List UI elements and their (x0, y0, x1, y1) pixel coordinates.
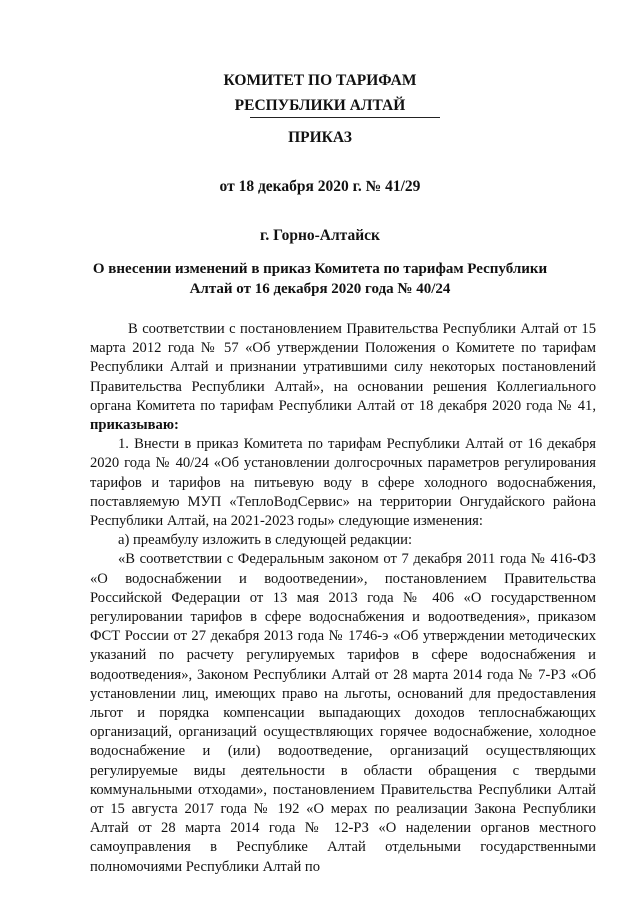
doc-type: ПРИКАЗ (288, 129, 352, 146)
doc-title-line2: Алтай от 16 декабря 2020 года № 40/24 (189, 281, 451, 297)
new-preamble-paragraph: «В соответствии с Федеральным законом от 7 декабря 2011 года № 416-ФЗ «О водоснабжении и водоотведении», постановлением Правительства Российской Федерации от 13 мая 2013 года № 406 «О государственном регулировании тарифов в сфере водоснабжения и водоотведения», приказом ФСТ России от 27 декабря 2013 года № 1746-э «Об утверждении методических указаний по расчету регулируемых тарифов в сфере водоснабжения и водоотведения», Законом Республики Алтай от 28 марта 2014 года № 7-РЗ «Об установлении лиц, имеющих право на льготы, оснований для предоставления льгот и порядка компенсации выпадающих доходов теплоснабжающих организаций, организаций осуществляющих горячее водоснабжение, холодное водоснабжение и (или) водоотведение, организаций осуществляющих регулируемые виды деятельности в области обращения с твердыми коммунальными отходами», постановлением Правительства Республики Алтай от 15 августа 2017 года № 192 «О мерах по реализации Закона Республики Алтай от 28 марта 2014 года № 12-РЗ «О наделении органов местного самоуправления в Республике Алтай отдельными государственными полномочиями Республики Алтай по (90, 551, 596, 875)
document-body (90, 320, 596, 877)
org-name-line2: РЕСПУБЛИКИ АЛТАЙ (234, 97, 406, 114)
order-keyword: приказываю: (90, 417, 179, 434)
item-1-paragraph: 1. Внести в приказ Комитета по тарифам Республики Алтай от 16 декабря 2020 года № 40/24 «Об установлении долгосрочных параметров регулирования тарифов и тарифов на питьевую воду в сфере холодного водоснабжения, поставляемую МУП «ТеплоВодСервис» на территории Онгудайского района Республики Алтай, на 2021-2023 годы» следующие изменения: (90, 436, 596, 530)
preamble-paragraph (90, 320, 596, 435)
doc-title-line1: О внесении изменений в приказ Комитета по тарифам Республики (92, 261, 548, 277)
subitem-a-paragraph: а) преамбулу изложить в следующей редакции: (118, 532, 413, 549)
preamble-text: В соответствии с постановлением Правительства Республики Алтай от 15 марта 2012 года № 57 «Об утверждении Положения о Комитете по тарифам Республики Алтай и признании утратившими силу некоторых постановлений Правительства Республики Алтай», на основании решения Коллегиального органа Комитета по тарифам Республики Алтай от 18 декабря 2020 года № 41, (90, 321, 596, 414)
city: г. Горно-Алтайск (260, 227, 380, 244)
header-divider (250, 117, 440, 118)
date-number: от 18 декабря 2020 г. № 41/29 (219, 178, 421, 195)
org-name-line1: КОМИТЕТ ПО ТАРИФАМ (223, 72, 417, 89)
